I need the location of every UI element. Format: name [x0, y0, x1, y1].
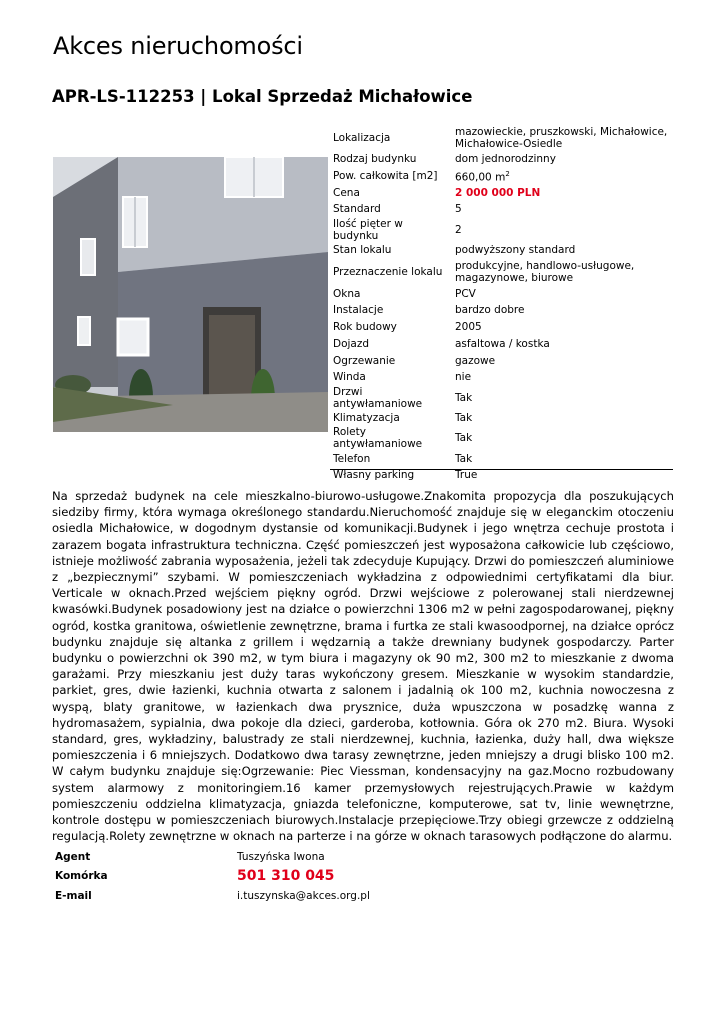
detail-label: Stan lokalu — [333, 244, 392, 257]
property-photo — [53, 157, 328, 432]
detail-label: Rolety antywłamaniowe — [333, 426, 423, 451]
detail-value: Tak — [455, 452, 473, 465]
detail-label: Klimatyzacja — [333, 411, 400, 424]
detail-row-pietra — [330, 218, 673, 242]
detail-value: PCV — [455, 287, 476, 300]
detail-value: 2005 — [455, 321, 482, 334]
detail-row-klimatyzacja — [330, 410, 673, 427]
detail-label: Przeznaczenie lokalu — [333, 265, 443, 278]
detail-row-ogrzewanie — [330, 352, 673, 369]
detail-label: Drzwi antywłamaniowe — [333, 385, 423, 410]
agent-contact-table — [52, 847, 373, 906]
detail-value: nie — [455, 371, 472, 384]
detail-value: dom jednorodzinny — [455, 153, 556, 166]
email-row — [52, 886, 373, 906]
detail-label: Lokalizacja — [333, 131, 391, 144]
detail-value: 5 — [455, 203, 462, 216]
detail-value: Tak — [455, 391, 473, 404]
detail-label: Rok budowy — [333, 321, 397, 334]
brand-title: Akces nieruchomości — [53, 32, 303, 60]
detail-label: Standard — [333, 203, 381, 216]
email-address[interactable]: i.tuszynska@akces.org.pl — [237, 889, 370, 902]
detail-row-drzwi — [330, 386, 673, 410]
detail-value: podwyższony standard — [455, 244, 576, 257]
detail-value: bardzo dobre — [455, 304, 525, 317]
listing-title: APR-LS-112253 | Lokal Sprzedaż Michałowice — [52, 87, 473, 106]
detail-label: Własny parking — [333, 469, 415, 482]
detail-value: gazowe — [455, 354, 496, 367]
description-text: Na sprzedaż budynek na cele mieszkalno-biurowo-usługowe.Znakomita propozycja dla poszukujących siedziby firmy, która wymaga określonego standardu.Nieruchomość znajduje się w eleganckim otoczeniu osiedla Michałowice, w dogodnym dystansie od komunikacji.Budynek i jego wnętrza cechuje prostota i zarazem bogata infrastruktura techniczna. Część pomieszczeń jest wyposażona całkowicie lub częściowo, istnieje możliwość zabrania wyposażenia, jeżeli tak zdecyduje Kupujący. Drzwi do pomieszczeń aluminiowe z „bezpiecznymi” szybami. W pomieszczeniach wykładzina z odpowiednimi certyfikatami dla biur. Verticale w oknach.Przed wejściem piękny ogród. Drzwi wejściowe z polerowanej stali nierdzewnej kwasówki.Budynek posadowiony jest na działce o powierzchni 1306 m2 w pełni zagospodarowanej, piękny ogród, kostka granitowa, oświetlenie zewnętrzne, brama i furtka ze stali kwasoodpornej, na działce oprócz budynku znajduje się altanka z grillem i wędzarnią a także drewniany budynek gospodarczy. Parter budynku o powierzchni ok 390 m2, w tym biura i magazyny ok 90 m2, 300 m2 to mieszkanie z dwoma garażami. Przy mieszkaniu jest duży taras wykończony gresem. Mieszkanie w wysokim standardzie, parkiet, gres, dwie łazienki, kuchnia otwarta z salonem i jadalnią ok 100 m2, kuchnia nowoczesna z wyspą, blaty granitowe, w łazienkach dwa prysznice, duża wpuszczona w posadzkę wanna z hydromasażem, sypialnia, dwa pokoje dla dzieci, garderoba, kotłownia. Góra ok 270 m2. Biura. Wysoki standard, gres, wykładziny, balustrady ze stali nierdzewnej, kuchnia, łazienka, duży hall, dwa większe pomieszczenia i 6 mniejszych. Dodatkowo dwa tarasy zewnętrzne, jeden mniejszy a drugi blisko 100 m2. W całym budynku znajduje się:Ogrzewanie: Piec Viessman, kondensacyjny na gaz.Mocno rozbudowany system alarmowy z monitoringiem.16 kamer przemysłowych rejestrujących.Prawie w każdym pomieszczeniu oddzielna klimatyzacja, gniazda telefoniczne, komputerowe, sat tv, linie wewnętrzne, kontrole dostępu w pomieszczeniach biurowych.Instalacje przepięciowe.Trzy obiegi grzewcze z oddzielną regulacją.Rolety zewnętrzne w oknach na parterze i na górze w oknach tarasowych podłączone do alarmu. — [52, 489, 674, 844]
divider — [330, 469, 673, 470]
detail-row-dojazd — [330, 336, 673, 353]
detail-row-przeznaczenie — [330, 258, 673, 285]
phone-row — [52, 867, 373, 887]
detail-value: produkcyjne, handlowo-usługowe, magazynowe, biurowe — [455, 259, 635, 284]
detail-row-stan — [330, 242, 673, 259]
detail-row-standard — [330, 201, 673, 218]
phone-label: Komórka — [55, 870, 108, 883]
phone-number[interactable]: 501 310 045 — [237, 868, 335, 885]
detail-row-rolety — [330, 426, 673, 450]
detail-row-powierzchnia — [330, 168, 673, 185]
detail-value: 2 — [455, 223, 462, 236]
detail-row-lokalizacja — [330, 124, 673, 151]
detail-value: mazowieckie, pruszkowski, Michałowice, Michałowice-Osiedle — [455, 125, 668, 150]
detail-value: True — [455, 469, 478, 482]
detail-row-winda — [330, 369, 673, 386]
detail-label: Pow. całkowita [m2] — [333, 170, 438, 183]
detail-label: Instalacje — [333, 304, 384, 317]
detail-row-rodzaj — [330, 151, 673, 168]
area-value: 660,00 m — [455, 171, 506, 184]
detail-row-telefon — [330, 450, 673, 467]
detail-label: Cena — [333, 186, 360, 199]
detail-label: Dojazd — [333, 337, 370, 350]
area-unit-exponent: 2 — [505, 170, 510, 179]
agent-name: Tuszyńska Iwona — [237, 850, 325, 863]
detail-label: Ilość pięter w budynku — [333, 217, 403, 242]
details-table — [330, 124, 673, 484]
detail-row-okna — [330, 285, 673, 302]
detail-value: Tak — [455, 411, 473, 424]
detail-label: Telefon — [333, 452, 371, 465]
detail-label: Rodzaj budynku — [333, 153, 417, 166]
detail-row-instalacje — [330, 302, 673, 319]
price-value: 2 000 000 PLN — [455, 186, 541, 199]
agent-label: Agent — [55, 850, 91, 863]
detail-value — [452, 168, 673, 185]
detail-label: Winda — [333, 371, 366, 384]
agent-row — [52, 847, 373, 867]
detail-label: Ogrzewanie — [333, 354, 396, 367]
detail-value: Tak — [455, 432, 473, 445]
detail-row-cena — [330, 184, 673, 201]
email-label: E-mail — [55, 889, 92, 902]
detail-label: Okna — [333, 287, 361, 300]
detail-row-rok — [330, 319, 673, 336]
detail-value: asfaltowa / kostka — [455, 337, 550, 350]
